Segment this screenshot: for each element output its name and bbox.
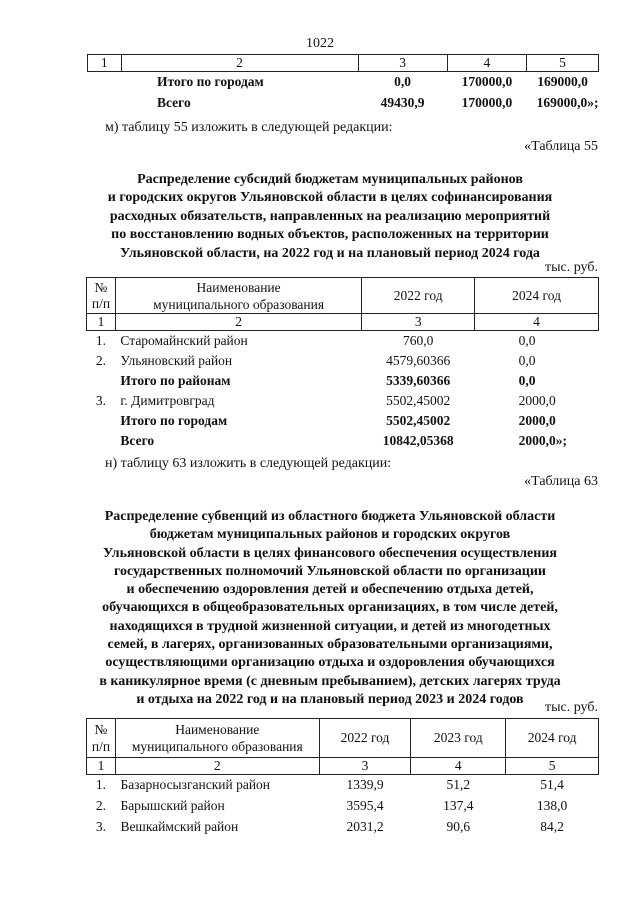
top-col-2: 2 — [121, 55, 358, 72]
row-value: 2000,0»; — [518, 432, 567, 448]
top-table-header-row — [88, 55, 599, 72]
header-name — [115, 719, 319, 758]
col-number: 3 — [362, 314, 475, 331]
col-number: 2 — [115, 758, 319, 775]
row-name: Всего — [120, 432, 155, 448]
row-value: 49430,9 — [380, 94, 425, 110]
row-value: 90,6 — [446, 819, 471, 834]
header-name-line1: Наименование — [175, 722, 260, 737]
title-line: находящихся в трудной жизненной ситуации, и детей из многодетных — [109, 618, 551, 634]
title-line: государственных полномочий Ульяновской области по организации — [114, 563, 546, 579]
title-line: по восстановлению водных объектов, расположенных на территории — [111, 227, 549, 243]
row-value: 2000,0 — [518, 392, 556, 408]
col-number: 3 — [319, 758, 411, 775]
row-no — [87, 411, 116, 431]
row-no — [87, 371, 116, 391]
row-name: Вешкаймский район — [120, 819, 239, 834]
page-number: 1022 — [306, 36, 334, 51]
table-row — [87, 351, 599, 371]
header-name — [115, 278, 361, 314]
row-value: 170000,0 — [461, 74, 513, 90]
row-value: 760,0 — [403, 332, 434, 348]
row-value: 10842,05368 — [382, 432, 454, 448]
row-name: Итого по районам — [120, 372, 231, 388]
row-value: 0,0 — [394, 74, 412, 90]
row-no: 1. — [95, 332, 107, 348]
row-name: Базарносызганский район — [120, 777, 271, 793]
table-row — [87, 391, 599, 411]
row-no: 3. — [95, 819, 107, 834]
table55-number-row — [87, 314, 599, 331]
title-line: расходных обязательств, направленных на реализацию мероприятий — [109, 208, 551, 224]
header-name-line2: муниципального образования — [153, 296, 325, 312]
col-number: 4 — [475, 314, 599, 331]
row-value: 4579,60366 — [386, 352, 451, 368]
header-number — [87, 278, 116, 314]
header-name-line1: Наименование — [196, 279, 281, 295]
row-no: 1. — [95, 777, 107, 793]
col-number: 1 — [87, 758, 116, 775]
paragraph-m: м) таблицу 55 изложить в следующей редакции: — [105, 120, 393, 135]
row-value: 5502,45002 — [386, 392, 451, 408]
title-line: бюджетам муниципальных районов и городских округов — [149, 527, 511, 543]
row-value: 138,0 — [536, 798, 568, 813]
header-number-line1: № — [94, 722, 108, 737]
header-year-2022: 2022 год — [319, 719, 411, 758]
row-value: 0,0 — [518, 332, 536, 348]
title-line: и отдыха на 2022 год и на плановый период 2023 и 2024 годов — [136, 691, 524, 707]
top-col-4: 4 — [447, 55, 526, 72]
title-line: Ульяновской области, на 2022 год и на плановый период 2024 года — [120, 245, 540, 261]
title-line: Распределение субвенций из областного бюджета Ульяновской области — [104, 509, 556, 524]
row-name: Барышский район — [120, 798, 225, 813]
row-name: Итого по городам — [120, 412, 228, 428]
title-line: Ульяновской области в целях финансового обеспечения осуществления — [103, 545, 557, 561]
title-line: в каникулярное время (с дневным пребыванием), детских лагерях труда — [99, 673, 561, 689]
table-row — [88, 72, 599, 93]
row-value: 169000,0 — [537, 74, 588, 90]
row-value: 51,4 — [540, 777, 564, 793]
row-value: 84,2 — [540, 819, 564, 834]
row-name: Всего — [157, 94, 191, 110]
header-number-line1: № — [94, 279, 108, 295]
title-line: Распределение субсидий бюджетам муниципальных районов — [137, 172, 523, 187]
header-year-2024: 2024 год — [475, 278, 599, 314]
paragraph-n: н) таблицу 63 изложить в следующей редакции: — [105, 456, 392, 471]
units-63: тыс. руб. — [545, 700, 598, 715]
top-col-1: 1 — [88, 55, 122, 72]
row-value: 0,0 — [518, 352, 536, 368]
table-63 — [86, 718, 599, 838]
row-value: 0,0 — [518, 372, 536, 388]
top-col-5: 5 — [527, 55, 599, 72]
table55-label: «Таблица 55 — [524, 139, 598, 154]
row-value: 2000,0 — [518, 412, 556, 428]
header-year-2024: 2024 год — [506, 719, 599, 758]
top-table — [87, 54, 599, 113]
row-value: 51,2 — [446, 777, 471, 793]
title-line: осуществляющими организацию отдыха и оздоровления обучающихся — [105, 655, 555, 671]
row-value: 3595,4 — [346, 798, 384, 813]
row-value: 169000,0»; — [536, 94, 599, 110]
row-no: 3. — [95, 392, 107, 408]
table63-label: «Таблица 63 — [524, 474, 598, 489]
row-no — [87, 431, 116, 451]
header-year-2022: 2022 год — [362, 278, 475, 314]
table-55 — [86, 277, 599, 451]
row-no: 2. — [95, 352, 107, 368]
table55-header-row — [87, 278, 599, 314]
table-row — [87, 775, 599, 796]
table63-header-row — [87, 719, 599, 758]
title-line: семей, в лагерях, организованных образовательными организациями, — [107, 637, 553, 653]
row-value: 1339,9 — [346, 777, 384, 793]
title-line: обучающихся в общеобразовательных организациях, в том числе детей, — [102, 600, 558, 616]
row-no: 2. — [95, 798, 107, 813]
title-line: и городских округов Ульяновской области в целях софинансирования — [107, 190, 553, 206]
table-row — [87, 331, 599, 351]
table63-number-row — [87, 758, 599, 775]
row-name: г. Димитровград — [120, 392, 215, 408]
col-number: 4 — [411, 758, 506, 775]
row-value: 170000,0 — [461, 94, 513, 110]
header-number-line2: п/п — [91, 739, 111, 754]
table-row — [87, 796, 599, 817]
table-row — [87, 411, 599, 431]
header-year-2023: 2023 год — [411, 719, 506, 758]
header-name-line2: муниципального образования — [131, 739, 303, 754]
col-number: 2 — [115, 314, 361, 331]
col-number: 1 — [87, 314, 116, 331]
table-row — [88, 93, 599, 113]
title-line: и обеспечению оздоровления детей и обеспечению отдыха детей, — [126, 582, 534, 598]
header-number — [87, 719, 116, 758]
top-col-3: 3 — [358, 55, 447, 72]
row-value: 5339,60366 — [386, 372, 451, 388]
row-value: 2031,2 — [346, 819, 384, 834]
table-row — [87, 431, 599, 451]
table63-title — [70, 508, 590, 709]
row-name: Старомайнский район — [120, 332, 248, 348]
header-number-line2: п/п — [91, 295, 111, 311]
row-name: Итого по городам — [157, 74, 264, 90]
units-55: тыс. руб. — [545, 260, 598, 275]
table-row — [87, 817, 599, 838]
table55-title — [60, 171, 600, 263]
row-value: 5502,45002 — [386, 412, 451, 428]
row-value: 137,4 — [443, 798, 474, 813]
table-row — [87, 371, 599, 391]
row-name: Ульяновский район — [120, 352, 233, 368]
col-number: 5 — [506, 758, 599, 775]
